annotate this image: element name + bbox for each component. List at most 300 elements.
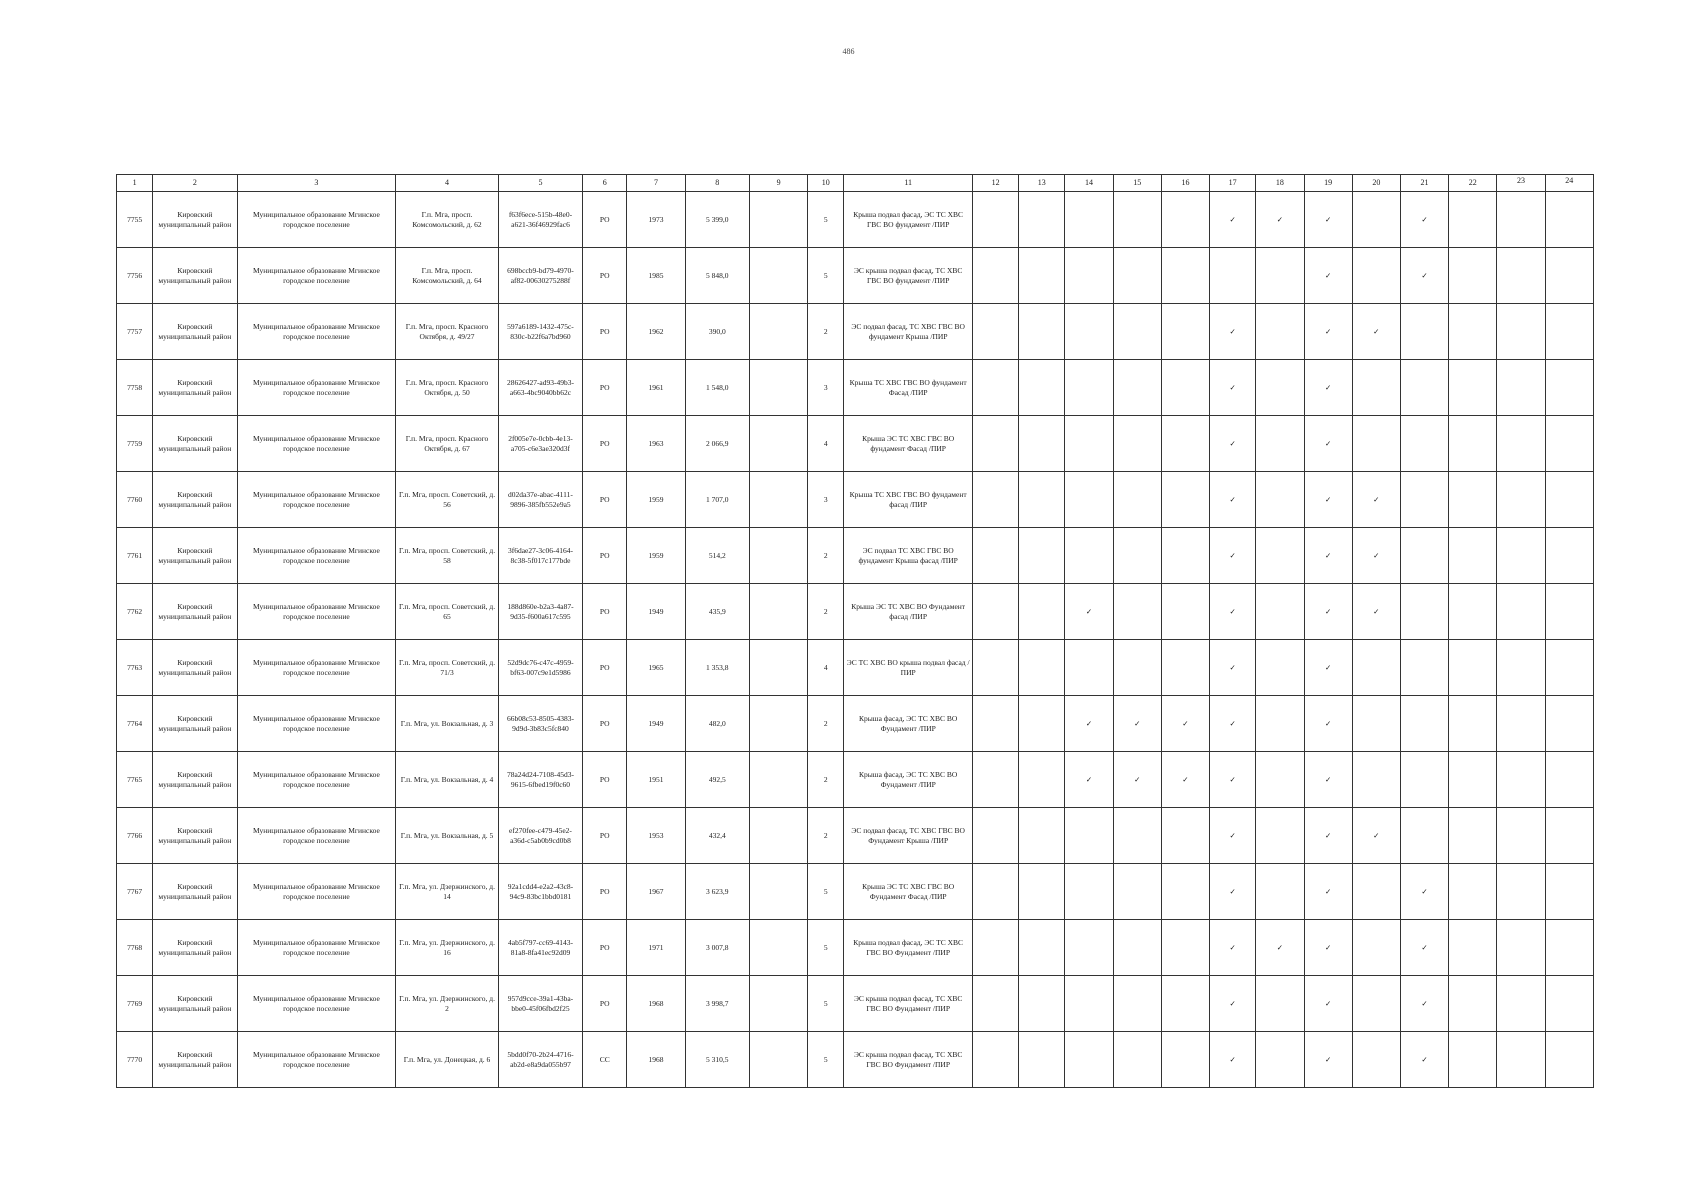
checkmark-cell-16: ✓ [1161, 752, 1209, 808]
checkmark-cell-21 [1400, 584, 1448, 640]
fias-code-cell: 66b08c53-8505-4383-9d9d-3b83c5fc840 [498, 696, 582, 752]
checkmark-cell-24 [1545, 864, 1593, 920]
checkmark-cell-24 [1545, 808, 1593, 864]
checkmark-cell-24 [1545, 360, 1593, 416]
fias-code-cell: 698bccb9-bd79-4970-af82-00630275288f [498, 248, 582, 304]
col-9-cell [749, 528, 807, 584]
checkmark-cell-17: ✓ [1210, 584, 1256, 640]
address-cell: Г.п. Мга, ул. Дзержинского, д. 16 [396, 920, 498, 976]
district-cell: Кировский муниципальный район [153, 472, 237, 528]
col-9-cell [749, 192, 807, 248]
checkmark-cell-24 [1545, 304, 1593, 360]
district-cell: Кировский муниципальный район [153, 304, 237, 360]
municipality-cell: Муниципальное образование Мгинское городское поселение [237, 864, 396, 920]
checkmark-cell-17: ✓ [1210, 976, 1256, 1032]
works-list-cell: Крыша фасад, ЭС ТС ХВС ВО Фундамент /ПИР [844, 696, 973, 752]
municipality-cell: Муниципальное образование Мгинское городское поселение [237, 808, 396, 864]
checkmark-cell-18 [1256, 976, 1304, 1032]
checkmark-cell-15: ✓ [1113, 752, 1161, 808]
checkmark-cell-18 [1256, 696, 1304, 752]
checkmark-cell-22 [1449, 472, 1497, 528]
municipality-cell: Муниципальное образование Мгинское городское поселение [237, 192, 396, 248]
checkmark-cell-22 [1449, 304, 1497, 360]
row-number-cell: 7756 [117, 248, 153, 304]
area-cell: 3 007,8 [685, 920, 749, 976]
fias-code-cell: d02da37e-abac-4111-9896-385fb552e9a5 [498, 472, 582, 528]
municipality-cell: Муниципальное образование Мгинское городское поселение [237, 976, 396, 1032]
table-body [117, 192, 1594, 1088]
municipality-cell: Муниципальное образование Мгинское городское поселение [237, 304, 396, 360]
checkmark-cell-20: ✓ [1352, 304, 1400, 360]
column-header-8: 8 [685, 175, 749, 192]
col-9-cell [749, 416, 807, 472]
ownership-type-cell: РО [583, 752, 627, 808]
ownership-type-cell: РО [583, 864, 627, 920]
area-cell: 390,0 [685, 304, 749, 360]
floors-cell: 2 [808, 696, 844, 752]
checkmark-cell-12 [972, 360, 1018, 416]
column-header-1: 1 [117, 175, 153, 192]
works-list-cell: Крыша ЭС ТС ХВС ГВС ВО Фундамент Фасад /ПИР [844, 864, 973, 920]
address-cell: Г.п. Мга, просп. Советский, д. 58 [396, 528, 498, 584]
row-number-cell: 7767 [117, 864, 153, 920]
checkmark-cell-23 [1497, 192, 1545, 248]
address-cell: Г.п. Мга, просп. Комсомольский, д. 64 [396, 248, 498, 304]
checkmark-cell-16 [1161, 472, 1209, 528]
checkmark-cell-18 [1256, 752, 1304, 808]
checkmark-cell-15 [1113, 304, 1161, 360]
checkmark-cell-19: ✓ [1304, 360, 1352, 416]
column-header-11: 11 [844, 175, 973, 192]
address-cell: Г.п. Мга, просп. Советский, д. 71/3 [396, 640, 498, 696]
column-header-17: 17 [1210, 175, 1256, 192]
build-year-cell: 1968 [627, 976, 685, 1032]
address-cell: Г.п. Мга, просп. Красного Октября, д. 67 [396, 416, 498, 472]
checkmark-cell-24 [1545, 416, 1593, 472]
checkmark-cell-15 [1113, 360, 1161, 416]
municipality-cell: Муниципальное образование Мгинское городское поселение [237, 360, 396, 416]
area-cell: 482,0 [685, 696, 749, 752]
checkmark-cell-19: ✓ [1304, 1032, 1352, 1088]
checkmark-cell-12 [972, 1032, 1018, 1088]
col-9-cell [749, 472, 807, 528]
checkmark-cell-17 [1210, 248, 1256, 304]
checkmark-cell-12 [972, 976, 1018, 1032]
floors-cell: 5 [808, 248, 844, 304]
checkmark-cell-18 [1256, 416, 1304, 472]
floors-cell: 3 [808, 472, 844, 528]
checkmark-cell-17: ✓ [1210, 696, 1256, 752]
row-number-cell: 7761 [117, 528, 153, 584]
checkmark-cell-24 [1545, 752, 1593, 808]
checkmark-cell-23 [1497, 360, 1545, 416]
checkmark-cell-17: ✓ [1210, 416, 1256, 472]
checkmark-cell-16 [1161, 864, 1209, 920]
checkmark-cell-16 [1161, 360, 1209, 416]
build-year-cell: 1962 [627, 304, 685, 360]
checkmark-cell-21: ✓ [1400, 1032, 1448, 1088]
build-year-cell: 1961 [627, 360, 685, 416]
municipality-cell: Муниципальное образование Мгинское городское поселение [237, 640, 396, 696]
checkmark-cell-16 [1161, 192, 1209, 248]
checkmark-cell-14 [1065, 248, 1113, 304]
checkmark-cell-13 [1019, 248, 1065, 304]
area-cell: 5 848,0 [685, 248, 749, 304]
checkmark-cell-20 [1352, 976, 1400, 1032]
checkmark-cell-18 [1256, 864, 1304, 920]
row-number-cell: 7763 [117, 640, 153, 696]
column-header-24: 24 [1545, 175, 1593, 192]
checkmark-cell-22 [1449, 696, 1497, 752]
table-row [117, 976, 1594, 1032]
ownership-type-cell: РО [583, 640, 627, 696]
build-year-cell: 1959 [627, 528, 685, 584]
checkmark-cell-13 [1019, 584, 1065, 640]
checkmark-cell-24 [1545, 528, 1593, 584]
works-list-cell: Крыша ЭС ТС ХВС ГВС ВО фундамент Фасад /ПИР [844, 416, 973, 472]
row-number-cell: 7758 [117, 360, 153, 416]
row-number-cell: 7768 [117, 920, 153, 976]
checkmark-cell-17: ✓ [1210, 360, 1256, 416]
col-9-cell [749, 808, 807, 864]
ownership-type-cell: РО [583, 584, 627, 640]
municipality-cell: Муниципальное образование Мгинское городское поселение [237, 248, 396, 304]
checkmark-cell-12 [972, 528, 1018, 584]
build-year-cell: 1973 [627, 192, 685, 248]
checkmark-cell-24 [1545, 1032, 1593, 1088]
column-header-9: 9 [749, 175, 807, 192]
column-header-5: 5 [498, 175, 582, 192]
table-row [117, 304, 1594, 360]
row-number-cell: 7769 [117, 976, 153, 1032]
checkmark-cell-18 [1256, 528, 1304, 584]
checkmark-cell-15 [1113, 584, 1161, 640]
works-list-cell: Крыша подвал фасад, ЭС ТС ХВС ГВС ВО Фундамент /ПИР [844, 920, 973, 976]
address-cell: Г.п. Мга, ул. Донецкая, д. 6 [396, 1032, 498, 1088]
municipality-cell: Муниципальное образование Мгинское городское поселение [237, 584, 396, 640]
col-9-cell [749, 920, 807, 976]
checkmark-cell-23 [1497, 248, 1545, 304]
checkmark-cell-14 [1065, 808, 1113, 864]
checkmark-cell-16 [1161, 976, 1209, 1032]
checkmark-cell-17: ✓ [1210, 864, 1256, 920]
checkmark-cell-16 [1161, 808, 1209, 864]
checkmark-cell-16 [1161, 304, 1209, 360]
checkmark-cell-14 [1065, 864, 1113, 920]
checkmark-cell-14 [1065, 192, 1113, 248]
works-list-cell: Крыша ЭС ТС ХВС ВО Фундамент фасад /ПИР [844, 584, 973, 640]
district-cell: Кировский муниципальный район [153, 808, 237, 864]
area-cell: 3 623,9 [685, 864, 749, 920]
checkmark-cell-18: ✓ [1256, 920, 1304, 976]
checkmark-cell-19: ✓ [1304, 584, 1352, 640]
checkmark-cell-12 [972, 808, 1018, 864]
checkmark-cell-18 [1256, 360, 1304, 416]
ownership-type-cell: РО [583, 808, 627, 864]
table-row [117, 416, 1594, 472]
column-header-18: 18 [1256, 175, 1304, 192]
checkmark-cell-16: ✓ [1161, 696, 1209, 752]
checkmark-cell-23 [1497, 304, 1545, 360]
column-header-20: 20 [1352, 175, 1400, 192]
floors-cell: 5 [808, 864, 844, 920]
checkmark-cell-15 [1113, 1032, 1161, 1088]
table-row [117, 864, 1594, 920]
checkmark-cell-13 [1019, 360, 1065, 416]
municipality-cell: Муниципальное образование Мгинское городское поселение [237, 472, 396, 528]
build-year-cell: 1963 [627, 416, 685, 472]
area-cell: 432,4 [685, 808, 749, 864]
checkmark-cell-14 [1065, 1032, 1113, 1088]
area-cell: 3 998,7 [685, 976, 749, 1032]
checkmark-cell-12 [972, 584, 1018, 640]
floors-cell: 2 [808, 584, 844, 640]
checkmark-cell-22 [1449, 192, 1497, 248]
table-row [117, 472, 1594, 528]
checkmark-cell-19: ✓ [1304, 920, 1352, 976]
fias-code-cell: 3f6dae27-3c06-4164-8c38-5f017c177bde [498, 528, 582, 584]
checkmark-cell-13 [1019, 416, 1065, 472]
fias-code-cell: 4ab5f797-cc69-4143-81a8-8fa41ec92d09 [498, 920, 582, 976]
municipality-cell: Муниципальное образование Мгинское городское поселение [237, 920, 396, 976]
district-cell: Кировский муниципальный район [153, 248, 237, 304]
checkmark-cell-12 [972, 304, 1018, 360]
checkmark-cell-23 [1497, 416, 1545, 472]
checkmark-cell-20 [1352, 752, 1400, 808]
col-9-cell [749, 584, 807, 640]
checkmark-cell-13 [1019, 192, 1065, 248]
works-list-cell: ЭС подвал ТС ХВС ГВС ВО фундамент Крыша фасад /ПИР [844, 528, 973, 584]
address-cell: Г.п. Мга, просп. Советский, д. 56 [396, 472, 498, 528]
municipality-cell: Муниципальное образование Мгинское городское поселение [237, 752, 396, 808]
area-cell: 435,9 [685, 584, 749, 640]
checkmark-cell-14 [1065, 640, 1113, 696]
district-cell: Кировский муниципальный район [153, 192, 237, 248]
floors-cell: 2 [808, 528, 844, 584]
checkmark-cell-18 [1256, 808, 1304, 864]
checkmark-cell-23 [1497, 976, 1545, 1032]
checkmark-cell-13 [1019, 696, 1065, 752]
ownership-type-cell: СС [583, 1032, 627, 1088]
checkmark-cell-22 [1449, 864, 1497, 920]
checkmark-cell-12 [972, 192, 1018, 248]
address-cell: Г.п. Мга, просп. Советский, д. 65 [396, 584, 498, 640]
table-row [117, 192, 1594, 248]
checkmark-cell-12 [972, 640, 1018, 696]
checkmark-cell-13 [1019, 472, 1065, 528]
address-cell: Г.п. Мга, ул. Дзержинского, д. 14 [396, 864, 498, 920]
checkmark-cell-21 [1400, 696, 1448, 752]
works-list-cell: ЭС крыша подвал фасад, ТС ХВС ГВС ВО фундамент /ПИР [844, 248, 973, 304]
checkmark-cell-14: ✓ [1065, 696, 1113, 752]
checkmark-cell-19: ✓ [1304, 864, 1352, 920]
checkmark-cell-19: ✓ [1304, 416, 1352, 472]
column-header-21: 21 [1400, 175, 1448, 192]
col-9-cell [749, 360, 807, 416]
checkmark-cell-21 [1400, 472, 1448, 528]
checkmark-cell-17: ✓ [1210, 1032, 1256, 1088]
checkmark-cell-12 [972, 752, 1018, 808]
checkmark-cell-18 [1256, 584, 1304, 640]
ownership-type-cell: РО [583, 976, 627, 1032]
checkmark-cell-13 [1019, 920, 1065, 976]
checkmark-cell-15 [1113, 864, 1161, 920]
checkmark-cell-17: ✓ [1210, 920, 1256, 976]
checkmark-cell-23 [1497, 696, 1545, 752]
floors-cell: 5 [808, 192, 844, 248]
table-row [117, 640, 1594, 696]
table-row [117, 752, 1594, 808]
checkmark-cell-21 [1400, 528, 1448, 584]
checkmark-cell-14 [1065, 920, 1113, 976]
checkmark-cell-23 [1497, 584, 1545, 640]
checkmark-cell-15 [1113, 248, 1161, 304]
ownership-type-cell: РО [583, 360, 627, 416]
table-row [117, 920, 1594, 976]
checkmark-cell-22 [1449, 416, 1497, 472]
checkmark-cell-22 [1449, 640, 1497, 696]
checkmark-cell-13 [1019, 528, 1065, 584]
row-number-cell: 7760 [117, 472, 153, 528]
checkmark-cell-18 [1256, 472, 1304, 528]
column-header-7: 7 [627, 175, 685, 192]
floors-cell: 3 [808, 360, 844, 416]
fias-code-cell: 92a1cdd4-e2a2-43c8-94c9-83bc1bbd0181 [498, 864, 582, 920]
col-9-cell [749, 640, 807, 696]
checkmark-cell-14 [1065, 976, 1113, 1032]
checkmark-cell-12 [972, 864, 1018, 920]
checkmark-cell-22 [1449, 920, 1497, 976]
checkmark-cell-17: ✓ [1210, 752, 1256, 808]
build-year-cell: 1968 [627, 1032, 685, 1088]
district-cell: Кировский муниципальный район [153, 864, 237, 920]
table-row [117, 360, 1594, 416]
checkmark-cell-19: ✓ [1304, 248, 1352, 304]
floors-cell: 5 [808, 976, 844, 1032]
checkmark-cell-13 [1019, 808, 1065, 864]
works-list-cell: ЭС крыша подвал фасад, ТС ХВС ГВС ВО Фундамент /ПИР [844, 976, 973, 1032]
column-header-4: 4 [396, 175, 498, 192]
column-header-3: 3 [237, 175, 396, 192]
fias-code-cell: 188d860e-b2a3-4a87-9d35-f600a617c595 [498, 584, 582, 640]
checkmark-cell-19: ✓ [1304, 304, 1352, 360]
checkmark-cell-18 [1256, 640, 1304, 696]
checkmark-cell-14 [1065, 528, 1113, 584]
checkmark-cell-23 [1497, 920, 1545, 976]
checkmark-cell-21 [1400, 752, 1448, 808]
area-cell: 1 353,8 [685, 640, 749, 696]
district-cell: Кировский муниципальный район [153, 528, 237, 584]
checkmark-cell-24 [1545, 584, 1593, 640]
works-list-cell: ЭС подвал фасад, ТС ХВС ГВС ВО Фундамент Крыша /ПИР [844, 808, 973, 864]
checkmark-cell-19: ✓ [1304, 808, 1352, 864]
district-cell: Кировский муниципальный район [153, 696, 237, 752]
checkmark-cell-15 [1113, 976, 1161, 1032]
table-row [117, 696, 1594, 752]
fias-code-cell: ef270fee-c479-45e2-a36d-c5ab0b9cd0b8 [498, 808, 582, 864]
checkmark-cell-14: ✓ [1065, 752, 1113, 808]
checkmark-cell-20: ✓ [1352, 472, 1400, 528]
table-row [117, 584, 1594, 640]
build-year-cell: 1959 [627, 472, 685, 528]
build-year-cell: 1965 [627, 640, 685, 696]
checkmark-cell-21 [1400, 640, 1448, 696]
works-list-cell: Крыша ТС ХВС ГВС ВО фундамент фасад /ПИР [844, 472, 973, 528]
row-number-cell: 7770 [117, 1032, 153, 1088]
checkmark-cell-23 [1497, 528, 1545, 584]
checkmark-cell-20 [1352, 248, 1400, 304]
checkmark-cell-15 [1113, 808, 1161, 864]
column-header-22: 22 [1449, 175, 1497, 192]
checkmark-cell-17: ✓ [1210, 192, 1256, 248]
column-number-row [117, 175, 1594, 192]
municipality-cell: Муниципальное образование Мгинское городское поселение [237, 416, 396, 472]
checkmark-cell-16 [1161, 640, 1209, 696]
checkmark-cell-13 [1019, 976, 1065, 1032]
checkmark-cell-13 [1019, 304, 1065, 360]
ownership-type-cell: РО [583, 304, 627, 360]
checkmark-cell-17: ✓ [1210, 472, 1256, 528]
works-list-cell: Крыша подвал фасад, ЭС ТС ХВС ГВС ВО фундамент /ПИР [844, 192, 973, 248]
checkmark-cell-12 [972, 472, 1018, 528]
checkmark-cell-14 [1065, 304, 1113, 360]
floors-cell: 4 [808, 640, 844, 696]
checkmark-cell-24 [1545, 640, 1593, 696]
floors-cell: 4 [808, 416, 844, 472]
checkmark-cell-20 [1352, 640, 1400, 696]
checkmark-cell-22 [1449, 528, 1497, 584]
floors-cell: 5 [808, 1032, 844, 1088]
checkmark-cell-18: ✓ [1256, 192, 1304, 248]
checkmark-cell-17: ✓ [1210, 304, 1256, 360]
checkmark-cell-24 [1545, 248, 1593, 304]
checkmark-cell-20 [1352, 696, 1400, 752]
ownership-type-cell: РО [583, 696, 627, 752]
checkmark-cell-24 [1545, 472, 1593, 528]
checkmark-cell-24 [1545, 920, 1593, 976]
floors-cell: 2 [808, 304, 844, 360]
table-row [117, 1032, 1594, 1088]
checkmark-cell-21: ✓ [1400, 976, 1448, 1032]
checkmark-cell-16 [1161, 584, 1209, 640]
checkmark-cell-21: ✓ [1400, 920, 1448, 976]
table-row [117, 808, 1594, 864]
column-header-10: 10 [808, 175, 844, 192]
checkmark-cell-18 [1256, 1032, 1304, 1088]
checkmark-cell-23 [1497, 808, 1545, 864]
district-cell: Кировский муниципальный район [153, 584, 237, 640]
checkmark-cell-14: ✓ [1065, 584, 1113, 640]
checkmark-cell-21 [1400, 416, 1448, 472]
checkmark-cell-17: ✓ [1210, 808, 1256, 864]
checkmark-cell-20 [1352, 192, 1400, 248]
checkmark-cell-20: ✓ [1352, 584, 1400, 640]
checkmark-cell-24 [1545, 696, 1593, 752]
column-header-16: 16 [1161, 175, 1209, 192]
municipality-cell: Муниципальное образование Мгинское городское поселение [237, 528, 396, 584]
area-cell: 492,5 [685, 752, 749, 808]
address-cell: Г.п. Мга, просп. Красного Октября, д. 49/27 [396, 304, 498, 360]
checkmark-cell-15 [1113, 416, 1161, 472]
checkmark-cell-16 [1161, 920, 1209, 976]
area-cell: 514,2 [685, 528, 749, 584]
checkmark-cell-16 [1161, 248, 1209, 304]
checkmark-cell-20: ✓ [1352, 528, 1400, 584]
checkmark-cell-21: ✓ [1400, 864, 1448, 920]
fias-code-cell: f63f6ece-515b-48e0-a621-36f46929fac6 [498, 192, 582, 248]
col-9-cell [749, 864, 807, 920]
build-year-cell: 1949 [627, 584, 685, 640]
